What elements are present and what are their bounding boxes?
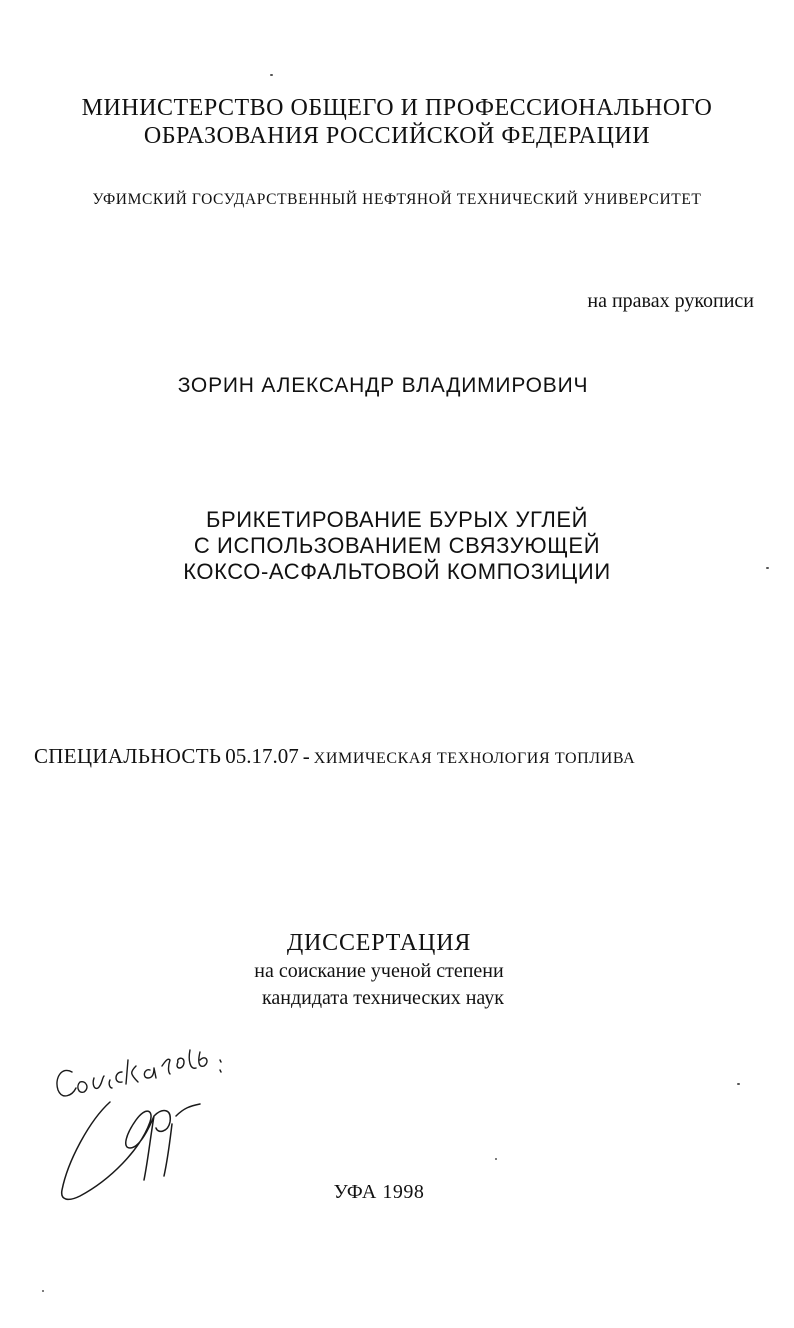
scan-speck [495,1158,497,1160]
scan-speck [42,1290,44,1292]
scan-speck [766,567,769,569]
ministry-line-2: ОБРАЗОВАНИЯ РОССИЙСКОЙ ФЕДЕРАЦИИ [143,123,651,149]
title-line-2: С ИСПОЛЬЗОВАНИЕМ СВЯЗУЮЩЕЙ [193,533,601,558]
specialty-code: 05.17.07 [225,744,299,768]
specialty-line [34,744,635,769]
ministry-line-1: МИНИСТЕРСТВО ОБЩЕГО И ПРОФЕССИОНАЛЬНОГО [81,95,713,121]
author-name: ЗОРИН АЛЕКСАНДР ВЛАДИМИРОВИЧ [177,374,589,397]
specialty-label: СПЕЦИАЛЬНОСТЬ [34,744,222,768]
signature-label-ink [57,1050,221,1096]
university-name: УФИМСКИЙ ГОСУДАРСТВЕННЫЙ НЕФТЯНОЙ ТЕХНИЧЕСКИЙ УНИВЕРСИТЕТ [92,191,702,208]
dissertation-heading: ДИССЕРТАЦИЯ [286,930,472,956]
specialty-name: ХИМИЧЕСКАЯ ТЕХНОЛОГИЯ ТОПЛИВА [313,750,636,767]
title-line-1: БРИКЕТИРОВАНИЕ БУРЫХ УГЛЕЙ [205,507,589,532]
city-year: УФА 1998 [333,1181,425,1203]
degree-line-2: кандидата технических наук [261,987,505,1009]
manuscript-note: на правах рукописи [587,290,754,312]
title-line-3: КОКСО-АСФАЛЬТОВОЙ КОМПОЗИЦИИ [183,559,611,584]
scan-speck [270,74,273,76]
degree-line-1: на соискание ученой степени [254,960,504,982]
scan-speck [737,1083,740,1085]
specialty-dash: - [302,744,310,768]
